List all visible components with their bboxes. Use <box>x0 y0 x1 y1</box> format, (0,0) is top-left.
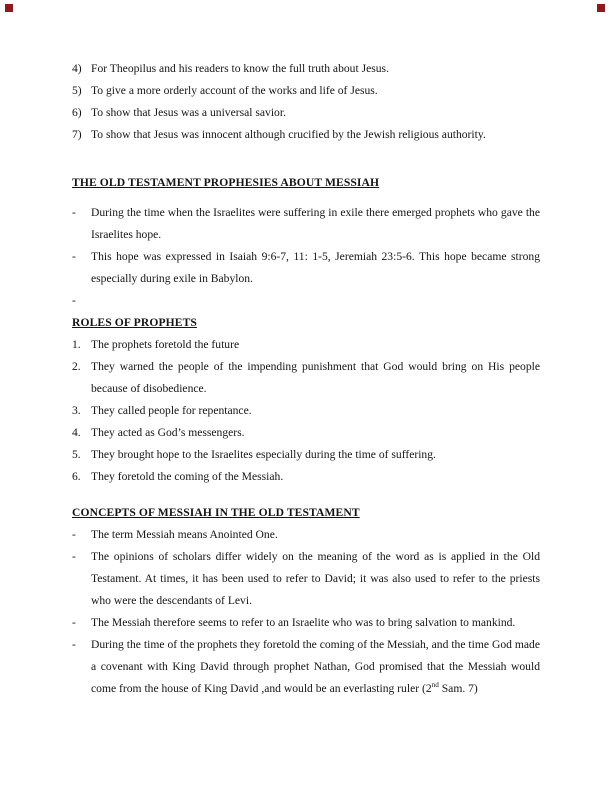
list-text: They called people for repentance. <box>91 404 252 417</box>
list-marker: 1. <box>72 338 81 351</box>
list-marker: - <box>72 250 76 263</box>
list-item <box>72 290 540 312</box>
corner-artifact-right <box>597 4 605 12</box>
list-text: This hope was expressed in Isaiah 9:6-7, 11: 1-5, Jeremiah 23:5-6. This hope became strong especially during exile in Babylon. <box>91 250 540 285</box>
list-item <box>72 356 540 400</box>
list-item <box>72 422 540 444</box>
list-item <box>72 444 540 466</box>
list-text: The opinions of scholars differ widely on the meaning of the word as is applied in the Old Testament. At times, it has been used to refer to David; it was also used to refer to the priests who were the descendants of Levi. <box>91 550 540 607</box>
list-text: The term Messiah means Anointed One. <box>91 528 278 541</box>
list-text: To give a more orderly account of the works and life of Jesus. <box>91 84 378 97</box>
list-text: The Messiah therefore seems to refer to an Israelite who was to bring salvation to mankind. <box>91 616 516 629</box>
list-marker: 6) <box>72 106 82 119</box>
list-item <box>72 246 540 290</box>
list-marker: - <box>72 206 76 219</box>
list-marker: 4) <box>72 62 82 75</box>
list-text: They brought hope to the Israelites especially during the time of suffering. <box>91 448 436 461</box>
list-text: They warned the people of the impending punishment that God would bring on His people because of disobedience. <box>91 360 540 395</box>
list-marker: - <box>72 616 76 629</box>
list-text: To show that Jesus was innocent although crucified by the Jewish religious authority. <box>91 128 486 141</box>
list-text: They acted as God’s messengers. <box>91 426 245 439</box>
list-marker: - <box>72 528 76 541</box>
list-item <box>72 102 540 124</box>
list-marker: - <box>72 294 76 307</box>
corner-artifact-left <box>5 4 13 12</box>
list-marker: 6. <box>72 470 81 483</box>
list-item <box>72 546 540 612</box>
text-segment: During the time of the prophets they foretold the coming of the Messiah, and the time God made a covenant with King David through prophet Nathan, God promised that the Messiah would come from the house of King David ,and would be an everlasting ruler (2 <box>91 638 540 695</box>
list-text <box>91 290 540 312</box>
list-item <box>72 524 540 546</box>
list-item <box>72 124 540 146</box>
list-item <box>72 80 540 102</box>
ordinal-superscript: nd <box>431 681 439 690</box>
list-text: For Theopilus and his readers to know the full truth about Jesus. <box>91 62 389 75</box>
list-text: During the time when the Israelites were suffering in exile there emerged prophets who gave the Israelites hope. <box>91 206 540 241</box>
list-marker: 4. <box>72 426 81 439</box>
list-marker: - <box>72 638 76 651</box>
page-content <box>72 58 540 700</box>
section-heading-roles-of-prophets: ROLES OF PROPHETS <box>72 316 197 329</box>
list-marker: 7) <box>72 128 82 141</box>
list-item <box>72 466 540 488</box>
list-marker: 5. <box>72 448 81 461</box>
section-heading-old-testament-prophesies: THE OLD TESTAMENT PROPHESIES ABOUT MESSIAH <box>72 176 380 189</box>
list-item <box>72 634 540 700</box>
list-text: They foretold the coming of the Messiah. <box>91 470 284 483</box>
list-marker: 2. <box>72 360 81 373</box>
list-marker: 5) <box>72 84 82 97</box>
list-text: The prophets foretold the future <box>91 338 240 351</box>
list-text: To show that Jesus was a universal savior. <box>91 106 286 119</box>
list-item <box>72 58 540 80</box>
list-item <box>72 612 540 634</box>
list-item <box>72 334 540 356</box>
list-marker: - <box>72 550 76 563</box>
list-item <box>72 202 540 246</box>
text-segment: Sam. 7) <box>438 682 478 695</box>
list-item <box>72 400 540 422</box>
list-text <box>91 634 540 700</box>
section-heading-concepts-of-messiah: CONCEPTS OF MESSIAH IN THE OLD TESTAMENT <box>72 506 360 519</box>
list-marker: 3. <box>72 404 81 417</box>
